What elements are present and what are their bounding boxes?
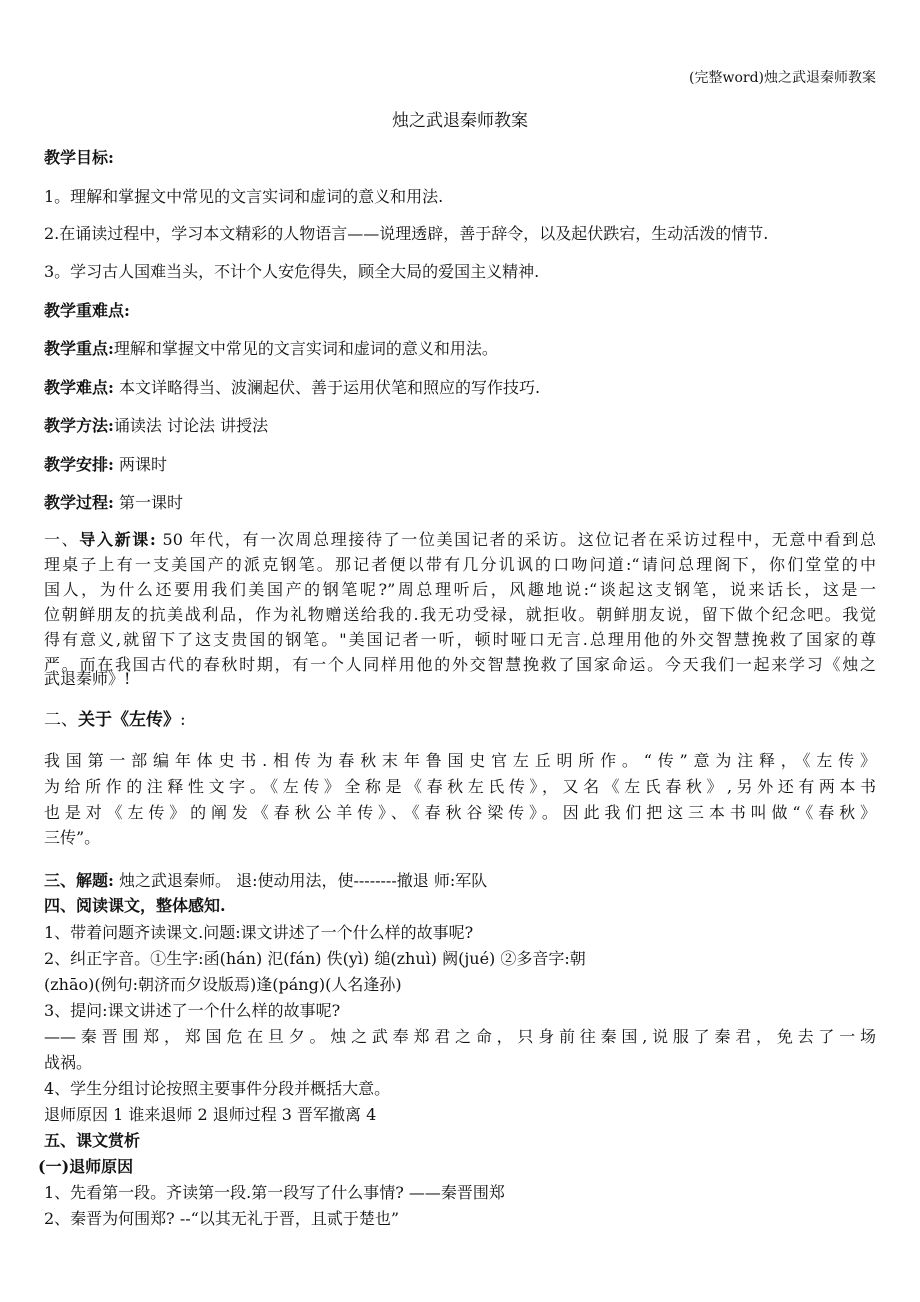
title-explain-heading: 三、解题:	[44, 871, 114, 890]
methods-text: 诵读法 讨论法 讲授法	[113, 416, 269, 435]
analysis-line-1: 1、先看第一段。齐读第一段.第一段写了什么事情? ——秦晋围郑	[44, 1183, 505, 1202]
reading-line-4: 3、提问:课文讲述了一个什么样的故事呢?	[44, 1001, 341, 1020]
focus-text: 理解和掌握文中常见的文言实词和虚词的意义和用法。	[113, 339, 498, 358]
process-text: 第一课时	[113, 493, 184, 512]
goals-heading: 教学目标:	[44, 148, 114, 167]
intro-line-2: 理桌子上有一支美国产的派克钢笔。那记者便以带有几分讥讽的口吻问道:“请问总理阁下，你们堂堂的中	[44, 555, 876, 574]
intro-line-7: 武退秦师》!	[44, 669, 131, 688]
intro-line-1	[44, 530, 876, 550]
reading-line-6: 战祸。	[44, 1053, 93, 1072]
reading-line-2: 2、纠正字音。①生字:函(hán) 氾(fán) 佚(yì) 缒(zhuì) 阙(jué) ②多音字:朝	[44, 949, 586, 968]
zuozhuan-line-4: 三传”。	[44, 828, 101, 847]
intro-line-3: 国人，为什么还要用我们美国产的钢笔呢?”周总理听后，风趣地说:“谈起这支钢笔，说来话长，这是一	[44, 580, 876, 599]
intro-line-4: 位朝鲜朋友的抗美战利品，作为礼物赠送给我的.我无功受禄，就拒收。朝鲜朋友说，留下做个纪念吧。我觉	[44, 605, 876, 624]
reading-line-1: 1、带着问题齐读课文.问题:课文讲述了一个什么样的故事呢?	[44, 923, 474, 942]
difficulty-label: 教学难点:	[44, 378, 114, 397]
zuozhuan-line-3: 也是对《左传》的阐发《春秋公羊传》、《春秋谷梁传》。因此我们把这三本书叫做“《春秋》	[44, 803, 876, 822]
page-header: (完整word)烛之武退秦师教案	[689, 70, 876, 86]
key-points-heading: 教学重难点:	[44, 301, 130, 320]
intro-label: 导入新课:	[79, 530, 156, 549]
reading-line-8: 退师原因 1 谁来退师 2 退师过程 3 晋军撤离 4	[44, 1105, 377, 1124]
schedule-line	[44, 455, 167, 475]
difficulty-line	[44, 378, 540, 398]
schedule-label: 教学安排:	[44, 455, 114, 474]
analysis-line-2: 2、秦晋为何围郑? --“以其无礼于晋，且贰于楚也”	[44, 1209, 400, 1228]
methods-label: 教学方法:	[44, 416, 114, 435]
process-line	[44, 493, 183, 513]
methods-line	[44, 416, 268, 436]
zuozhuan-line-1: 我国第一部编年体史书.相传为春秋末年鲁国史官左丘明所作。“传”意为注释，《左传》	[44, 751, 876, 770]
intro-number: 一、	[44, 530, 80, 549]
analysis-heading: 五、课文赏析	[44, 1131, 141, 1150]
zuozhuan-heading-number: 二、	[44, 710, 78, 730]
goal-item-2: 2.在诵读过程中，学习本文精彩的人物语言——说理透辟，善于辞令，以及起伏跌宕，生动活泼的情节.	[44, 224, 769, 243]
reading-line-7: 4、学生分组讨论按照主要事件分段并概括大意。	[44, 1079, 391, 1098]
difficulty-text: 本文详略得当、波澜起伏、善于运用伏笔和照应的写作技巧.	[113, 378, 541, 397]
reading-line-3: (zhāo)(例句:朝济而夕设版焉)逢(páng)(人名逢孙)	[44, 975, 402, 994]
title-explain-text: 烛之武退秦师。 退:使动用法，使--------撤退 师:军队	[113, 871, 488, 890]
document-title: 烛之武退秦师教案	[392, 111, 528, 131]
intro-line-5: 得有意义,就留下了这支贵国的钢笔。"美国记者一听，顿时哑口无言.总理用他的外交智慧挽救了国家的尊	[44, 630, 876, 649]
reading-line-5: ——秦晋围郑，郑国危在旦夕。烛之武奉郑君之命，只身前往秦国,说服了秦君，免去了一场	[44, 1027, 876, 1046]
process-label: 教学过程:	[44, 493, 114, 512]
zuozhuan-line-2: 为给所作的注释性文字。《左传》全称是《春秋左氏传》，又名《左氏春秋》,另外还有两本书	[44, 777, 876, 796]
schedule-text: 两课时	[113, 455, 168, 474]
zuozhuan-heading-title: 关于《左传》	[78, 710, 180, 730]
reading-heading: 四、阅读课文，整体感知.	[44, 896, 226, 915]
zuozhuan-heading-colon: :	[180, 710, 186, 730]
intro-text: 50 年代，有一次周总理接待了一位美国记者的采访。这位记者在采访过程中，无意中看到总	[155, 530, 876, 549]
title-explain-line	[44, 871, 487, 891]
intro-line-6: 严。而在我国古代的春秋时期，有一个人同样用他的外交智慧挽救了国家命运。今天我们一起来学习《烛之	[44, 655, 876, 674]
zuozhuan-heading	[44, 710, 186, 730]
focus-label: 教学重点:	[44, 339, 114, 358]
analysis-subheading: (一)退师原因	[38, 1157, 134, 1176]
goal-item-1: 1。理解和掌握文中常见的文言实词和虚词的意义和用法.	[44, 187, 444, 206]
goal-item-3: 3。学习古人国难当头，不计个人安危得失，顾全大局的爱国主义精神.	[44, 262, 540, 281]
focus-line	[44, 339, 498, 359]
